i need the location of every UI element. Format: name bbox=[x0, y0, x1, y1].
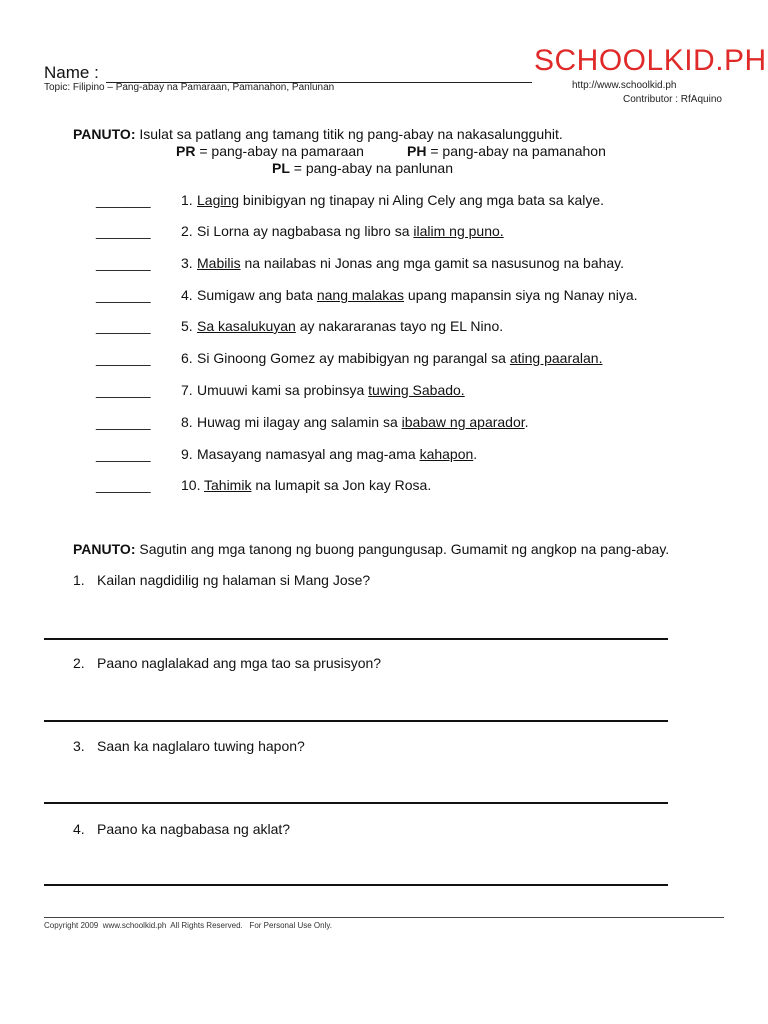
exercise-item bbox=[0, 350, 768, 372]
legend-ph-code: PH bbox=[407, 143, 427, 159]
item-sentence: Huwag mi ilagay ang salamin sa ibabaw ng aparador. bbox=[197, 414, 529, 430]
answer-blank[interactable]: _______ bbox=[96, 382, 151, 398]
exercise-item bbox=[0, 446, 768, 468]
legend-pr bbox=[176, 143, 364, 159]
item-number: 4. bbox=[181, 287, 193, 303]
exercise-item bbox=[0, 414, 768, 436]
item-sentence: Tahimik na lumapit sa Jon kay Rosa. bbox=[204, 477, 432, 493]
exercise-item bbox=[0, 318, 768, 340]
instruction-1 bbox=[73, 126, 563, 142]
item-sentence: Si Ginoong Gomez ay mabibigyan ng parangal sa ating paaralan. bbox=[197, 350, 603, 366]
underlined-adverb: ibabaw ng aparador bbox=[401, 414, 525, 430]
item-number: 6. bbox=[181, 350, 193, 366]
item-number: 1. bbox=[181, 192, 193, 208]
question-item bbox=[73, 572, 370, 588]
answer-blank[interactable]: _______ bbox=[96, 414, 151, 430]
underlined-adverb: Mabilis bbox=[197, 255, 241, 271]
question-text: Kailan nagdidilig ng halaman si Mang Jose? bbox=[97, 572, 371, 588]
item-number: 7. bbox=[181, 382, 193, 398]
item-sentence: Laging binibigyan ng tinapay ni Aling Cely ang mga bata sa kalye. bbox=[197, 192, 605, 208]
answer-blank[interactable]: _______ bbox=[96, 223, 151, 239]
exercise-item bbox=[0, 477, 768, 499]
answer-blank[interactable]: _______ bbox=[96, 350, 151, 366]
instruction-1-label: PANUTO: bbox=[73, 126, 136, 142]
answer-line[interactable] bbox=[44, 802, 668, 804]
legend-pl-text: = pang-abay na panlunan bbox=[289, 160, 453, 176]
exercise-item bbox=[0, 382, 768, 404]
question-text: Paano naglalakad ang mga tao sa prusisyon? bbox=[97, 655, 382, 671]
copyright-text: Copyright 2009 www.schoolkid.ph All Rights Reserved. For Personal Use Only. bbox=[44, 921, 332, 930]
question-item bbox=[73, 738, 305, 754]
underlined-adverb: ating paaralan. bbox=[509, 350, 603, 366]
legend-pr-code: PR bbox=[176, 143, 196, 159]
answer-blank[interactable]: _______ bbox=[96, 287, 151, 303]
topic-text: Topic: Filipino – Pang-abay na Pamaraan, Pamanahon, Panlunan bbox=[44, 82, 335, 93]
underlined-adverb: Sa kasalukuyan bbox=[197, 318, 296, 334]
question-item bbox=[73, 821, 290, 837]
instruction-2-text: Sagutin ang mga tanong ng buong pangungusap. Gumamit ng angkop na pang-abay. bbox=[135, 541, 670, 557]
item-sentence: Si Lorna ay nagbabasa ng libro sa ilalim ng puno. bbox=[197, 223, 504, 239]
item-sentence: Mabilis na nailabas ni Jonas ang mga gamit sa nasusunog na bahay. bbox=[197, 255, 625, 271]
legend-ph-text: = pang-abay na pamanahon bbox=[426, 143, 606, 159]
legend-ph bbox=[407, 143, 606, 159]
exercise-item bbox=[0, 223, 768, 245]
item-number: 8. bbox=[181, 414, 193, 430]
item-number: 3. bbox=[181, 255, 193, 271]
item-number: 9. bbox=[181, 446, 193, 462]
instruction-2-label: PANUTO: bbox=[73, 541, 136, 557]
item-number: 2. bbox=[181, 223, 193, 239]
underlined-adverb: kahapon bbox=[419, 446, 474, 462]
question-text: Paano ka nagbabasa ng aklat? bbox=[97, 821, 291, 837]
item-number: 5. bbox=[181, 318, 193, 334]
instruction-1-text: Isulat sa patlang ang tamang titik ng pang-abay na nakasalungguhit. bbox=[135, 126, 563, 142]
item-sentence: Masayang namasyal ang mag-ama kahapon. bbox=[197, 446, 478, 462]
question-number: 4. bbox=[73, 821, 85, 837]
underlined-adverb: Tahimik bbox=[204, 477, 252, 493]
legend-pr-text: = pang-abay na pamaraan bbox=[195, 143, 364, 159]
underlined-adverb: tuwing Sabado. bbox=[368, 382, 465, 398]
underlined-adverb: ilalim ng puno. bbox=[413, 223, 504, 239]
instruction-2 bbox=[73, 541, 669, 557]
exercise-item bbox=[0, 192, 768, 214]
contributor-text: Contributor : RfAquino bbox=[623, 94, 722, 105]
legend-pl bbox=[272, 160, 453, 176]
answer-blank[interactable]: _______ bbox=[96, 255, 151, 271]
underlined-adverb: Laging bbox=[197, 192, 240, 208]
answer-blank[interactable]: _______ bbox=[96, 192, 151, 208]
answer-line[interactable] bbox=[44, 884, 668, 886]
answer-line[interactable] bbox=[44, 720, 668, 722]
site-url: http://www.schoolkid.ph bbox=[572, 80, 677, 91]
question-text: Saan ka naglalaro tuwing hapon? bbox=[97, 738, 305, 754]
exercise-item bbox=[0, 287, 768, 309]
item-sentence: Sa kasalukuyan ay nakararanas tayo ng EL Nino. bbox=[197, 318, 504, 334]
question-number: 2. bbox=[73, 655, 85, 671]
question-item bbox=[73, 655, 381, 671]
answer-blank[interactable]: _______ bbox=[96, 446, 151, 462]
answer-blank[interactable]: _______ bbox=[96, 318, 151, 334]
item-sentence: Sumigaw ang bata nang malakas upang mapansin siya ng Nanay niya. bbox=[197, 287, 638, 303]
underlined-adverb: nang malakas bbox=[316, 287, 405, 303]
item-sentence: Umuuwi kami sa probinsya tuwing Sabado. bbox=[197, 382, 465, 398]
item-number: 10. bbox=[181, 477, 201, 493]
answer-line[interactable] bbox=[44, 638, 668, 640]
question-number: 1. bbox=[73, 572, 85, 588]
footer-divider bbox=[44, 917, 724, 918]
question-number: 3. bbox=[73, 738, 85, 754]
legend-pl-code: PL bbox=[272, 160, 290, 176]
schoolkid-logo: SCHOOLKID.PH bbox=[534, 44, 767, 77]
answer-blank[interactable]: _______ bbox=[96, 477, 151, 493]
name-label: Name : bbox=[44, 63, 99, 82]
exercise-item bbox=[0, 255, 768, 277]
